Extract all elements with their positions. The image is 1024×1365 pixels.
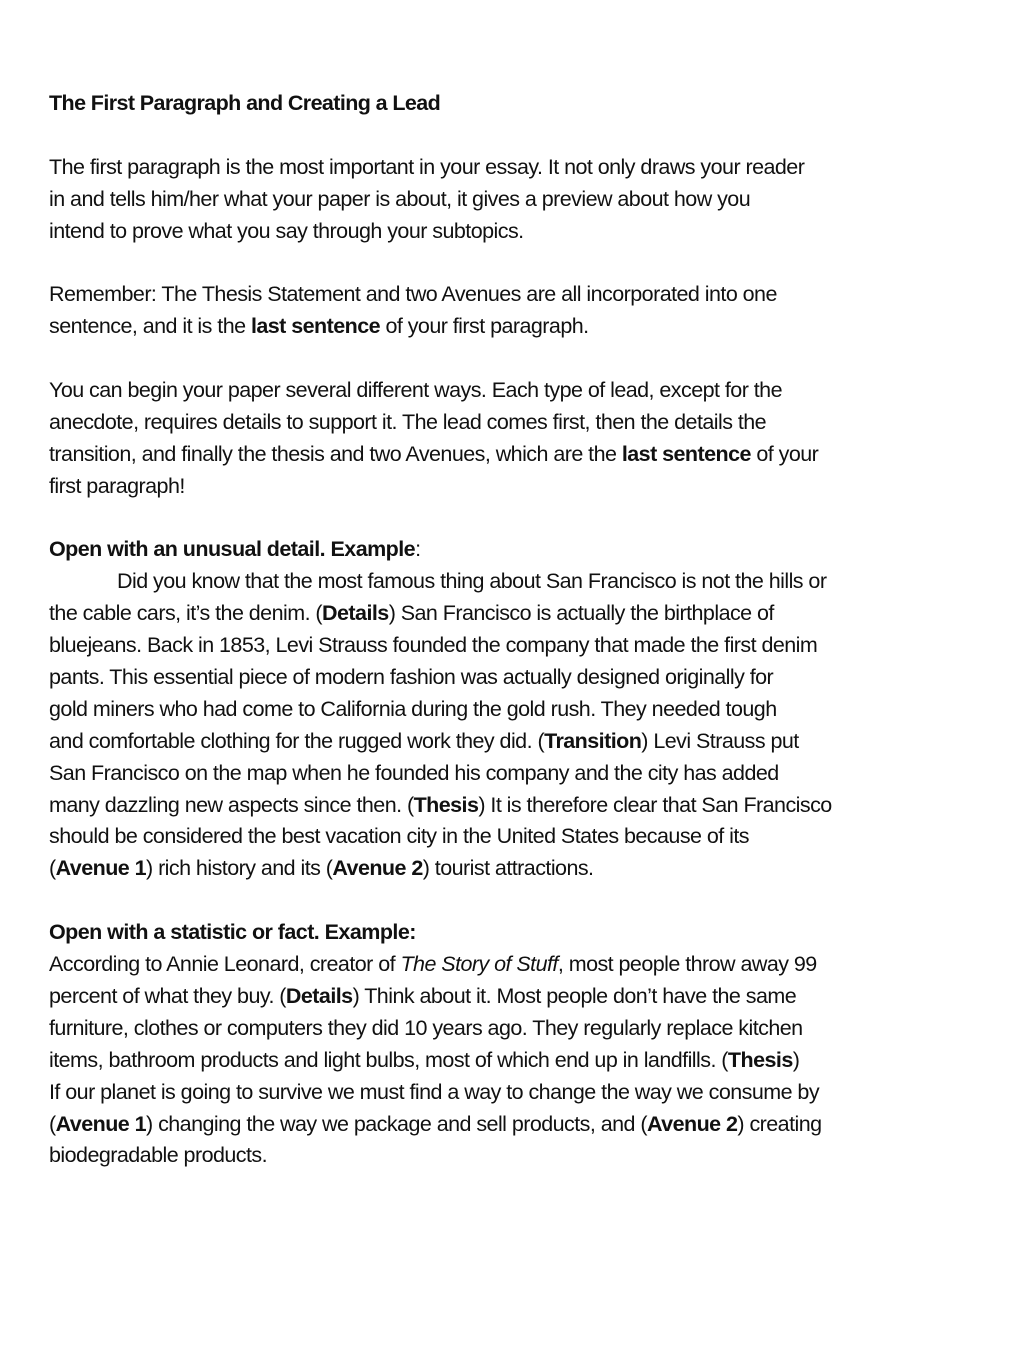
text-line: intend to prove what you say through your subtopics. [49,218,524,243]
text-line: You can begin your paper several different ways. Each type of lead, except for the [49,378,782,403]
text-line: furniture, clothes or computers they did 10 years ago. They regularly replace kitchen [49,1015,803,1040]
label-avenue-1: Avenue 1 [55,856,147,881]
bold-emphasis: last sentence [621,441,751,466]
text-run: ) Think about it. Most people don’t have the same [352,983,797,1008]
text-line: bluejeans. Back in 1853, Levi Strauss founded the company that made the first denim [49,633,818,658]
text-line [49,311,989,343]
spacer [49,885,989,917]
label-thesis: Thesis [727,1047,793,1072]
section-heading [49,917,989,949]
text-run: items, bathroom products and light bulbs, most of which end up in landfills. ( [49,1047,728,1072]
ways-paragraph [49,375,989,503]
text-line: should be considered the best vacation city in the United States because of its [49,824,749,849]
heading-text: Open with a statistic or fact. Example: [49,920,416,945]
text-run: sentence, and it is the [49,314,251,339]
label-transition: Transition [544,728,642,753]
text-run: ) rich history and its ( [146,856,333,881]
document-page [49,88,989,1172]
bold-emphasis: last sentence [250,314,381,339]
text-line [49,853,989,885]
text-run: of your first paragraph. [380,314,589,339]
text-run: transition, and finally the thesis and two Avenues, which are the [49,441,622,466]
text-line [49,439,989,471]
text-line: biodegradable products. [49,1143,268,1168]
text-line: If our planet is going to survive we must find a way to change the way we consume by [49,1079,820,1104]
text-line [49,598,989,630]
example-unusual-detail [49,534,989,885]
remember-paragraph [49,279,989,343]
text-run: of your [750,441,819,466]
text-line [49,790,989,822]
text-line [49,981,989,1013]
text-run: ) It is therefore clear that San Francisco [478,792,832,817]
text-run: ) San Francisco is actually the birthplace of [388,601,774,626]
document-title: The First Paragraph and Creating a Lead [49,91,441,115]
text-line [49,1045,989,1077]
text-line: gold miners who had come to California during the gold rush. They needed tough [49,696,777,721]
spacer [49,503,989,535]
text-line: The first paragraph is the most important in your essay. It not only draws your reader [49,154,805,179]
text-run: ( [49,856,56,881]
text-line: anecdote, requires details to support it. The lead comes first, then the details the [49,409,767,434]
text-run: ( [49,1111,56,1136]
text-line: Remember: The Thesis Statement and two Avenues are all incorporated into one [49,282,777,307]
text-run: , most people throw away 99 [557,952,817,977]
text-run: and comfortable clothing for the rugged work they did. ( [49,728,545,753]
text-run: : [415,537,421,562]
text-line [49,726,989,758]
section-heading [49,534,989,566]
label-details: Details [285,983,353,1008]
text-run: ) Levi Strauss put [641,728,799,753]
text-run: According to Annie Leonard, creator of [49,952,401,977]
text-run: ) creating [737,1111,822,1136]
text-line: in and tells him/her what your paper is about, it gives a preview about how you [49,186,751,211]
label-avenue-2: Avenue 2 [332,856,423,881]
intro-paragraph [49,152,989,248]
text-line [49,1109,989,1141]
spacer [49,343,989,375]
label-thesis: Thesis [413,792,479,817]
text-line [49,949,989,981]
example-statistic-fact [49,917,989,1172]
text-run: ) [792,1047,800,1072]
text-run: ) changing the way we package and sell products, and ( [146,1111,647,1136]
label-details: Details [322,601,389,626]
text-run: percent of what they buy. ( [49,983,286,1008]
text-line: San Francisco on the map when he founded his company and the city has added [49,760,779,785]
text-run: the cable cars, it’s the denim. ( [49,601,323,626]
heading-text: Open with an unusual detail. Example [49,537,416,562]
label-avenue-1: Avenue 1 [55,1111,147,1136]
label-avenue-2: Avenue 2 [647,1111,738,1136]
text-line: Did you know that the most famous thing about San Francisco is not the hills or [117,569,827,594]
spacer [49,247,989,279]
spacer [49,120,989,152]
text-run: ) tourist attractions. [422,856,594,881]
book-title: The Story of Stuff [400,952,558,977]
text-line: pants. This essential piece of modern fashion was actually designed originally for [49,665,774,690]
text-run: many dazzling new aspects since then. ( [49,792,414,817]
text-line: first paragraph! [49,473,185,498]
